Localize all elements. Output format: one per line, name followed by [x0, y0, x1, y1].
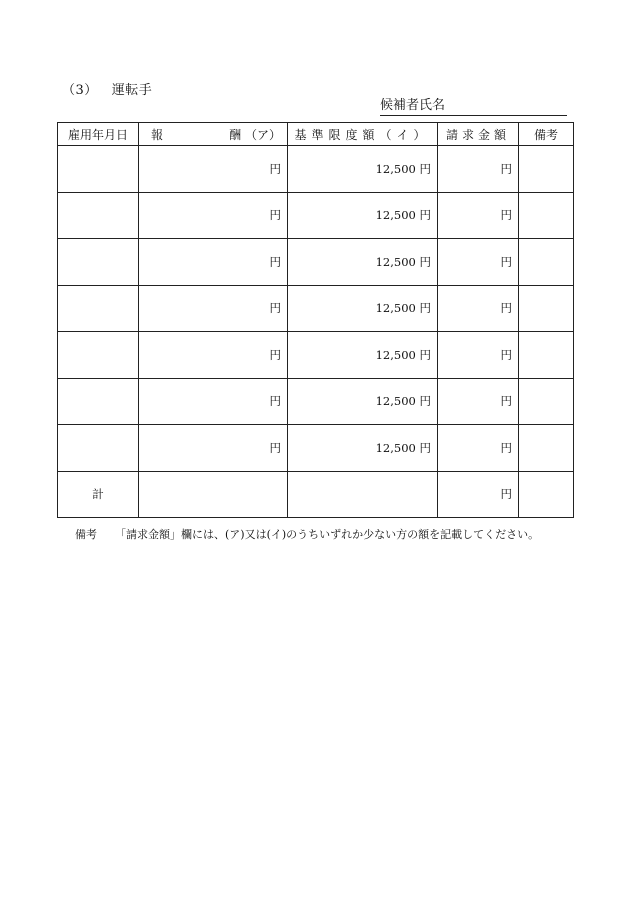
date-cell[interactable]: [58, 192, 139, 239]
table-row: [58, 332, 574, 379]
candidate-name-label: 候補者氏名: [380, 98, 446, 113]
note-text: 「請求金額」欄には、(ア)又は(イ)のうちいずれか少ない方の額を記載してください。: [115, 528, 540, 541]
pay-cell[interactable]: 円: [139, 425, 288, 472]
remarks-note: [75, 526, 539, 542]
pay-cell[interactable]: 円: [139, 285, 288, 332]
pay-cell[interactable]: 円: [139, 332, 288, 379]
header-employment-date: 雇用年月日: [58, 123, 139, 146]
remarks-cell[interactable]: [519, 239, 574, 286]
table-row: [58, 239, 574, 286]
standard-cell: 12,500 円: [288, 192, 438, 239]
remarks-cell[interactable]: [519, 425, 574, 472]
remarks-cell[interactable]: [519, 192, 574, 239]
total-label: 計: [58, 471, 139, 518]
header-remarks: 備考: [519, 123, 574, 146]
remarks-cell[interactable]: [519, 378, 574, 425]
date-cell[interactable]: [58, 239, 139, 286]
remarks-cell[interactable]: [519, 146, 574, 193]
total-pay-cell[interactable]: [139, 471, 288, 518]
standard-cell: 12,500 円: [288, 239, 438, 286]
table-row: [58, 192, 574, 239]
standard-cell: 12,500 円: [288, 332, 438, 379]
date-cell[interactable]: [58, 425, 139, 472]
standard-cell: 12,500 円: [288, 146, 438, 193]
date-cell[interactable]: [58, 146, 139, 193]
request-cell[interactable]: 円: [438, 332, 519, 379]
request-cell[interactable]: 円: [438, 192, 519, 239]
header-pay: [139, 123, 288, 146]
remarks-cell[interactable]: [519, 332, 574, 379]
pay-cell[interactable]: 円: [139, 146, 288, 193]
header-request-amount: 請求金額: [438, 123, 519, 146]
date-cell[interactable]: [58, 285, 139, 332]
standard-cell: 12,500 円: [288, 378, 438, 425]
request-cell[interactable]: 円: [438, 425, 519, 472]
table-row: [58, 285, 574, 332]
total-standard-cell: [288, 471, 438, 518]
request-cell[interactable]: 円: [438, 146, 519, 193]
note-label: 備考: [75, 528, 97, 541]
remarks-cell[interactable]: [519, 285, 574, 332]
table-row: [58, 378, 574, 425]
total-row: [58, 471, 574, 518]
expense-table: [57, 122, 574, 518]
date-cell[interactable]: [58, 332, 139, 379]
request-cell[interactable]: 円: [438, 378, 519, 425]
header-standard-limit: 基準限度額（イ）: [288, 123, 438, 146]
pay-cell[interactable]: 円: [139, 192, 288, 239]
total-remarks-cell[interactable]: [519, 471, 574, 518]
header-pay-left: 報: [151, 127, 164, 142]
request-cell[interactable]: 円: [438, 285, 519, 332]
standard-cell: 12,500 円: [288, 425, 438, 472]
request-cell[interactable]: 円: [438, 239, 519, 286]
total-request-cell[interactable]: 円: [438, 471, 519, 518]
candidate-name-field[interactable]: [380, 97, 567, 116]
table-header-row: [58, 123, 574, 146]
section-number: （3）: [62, 83, 98, 98]
date-cell[interactable]: [58, 378, 139, 425]
standard-cell: 12,500 円: [288, 285, 438, 332]
section-heading: 運転手: [111, 83, 153, 98]
section-title: [62, 79, 152, 98]
table-row: [58, 425, 574, 472]
table-row: [58, 146, 574, 193]
pay-cell[interactable]: 円: [139, 239, 288, 286]
header-pay-right: 酬 （ア）: [229, 127, 281, 142]
pay-cell[interactable]: 円: [139, 378, 288, 425]
